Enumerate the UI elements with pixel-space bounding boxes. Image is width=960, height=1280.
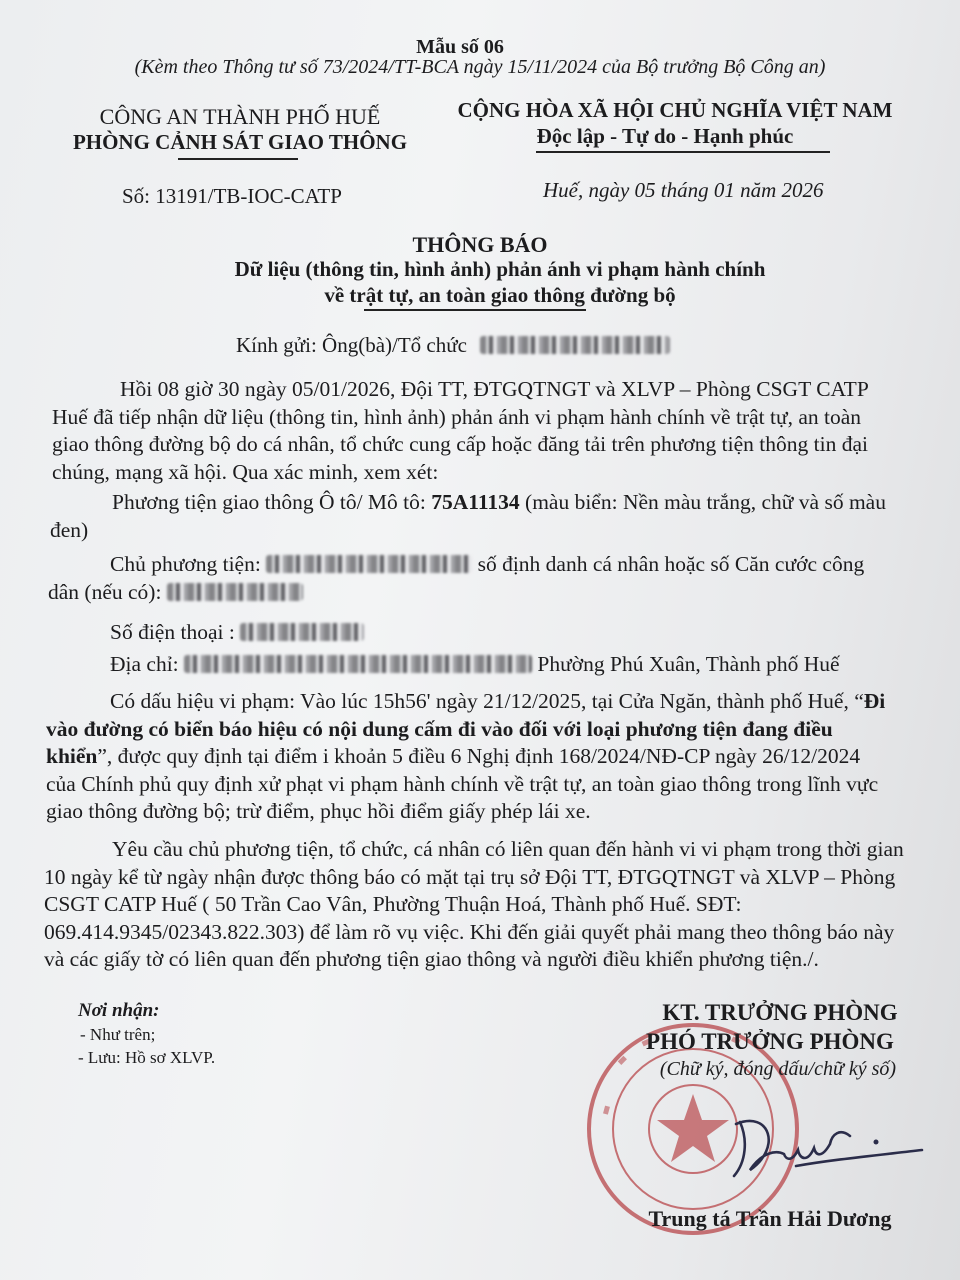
address-line <box>110 652 840 677</box>
recipients-label: Nơi nhận: <box>78 1000 160 1021</box>
document-subtitle-1: Dữ liệu (thông tin, hình ảnh) phản ánh vi phạm hành chính <box>234 257 766 281</box>
violation-description: Đi vào đường có biển báo hiệu có nội dung cấm đi vào đối với loại phương tiện đang điều khiển <box>46 689 886 768</box>
redacted-recipient <box>480 336 670 354</box>
agency-underline <box>178 158 298 160</box>
redacted-owner-name <box>266 555 472 573</box>
owner-id-label: số định danh cá nhân hoặc số Căn cước công dân (nếu có): <box>48 552 865 604</box>
redacted-address <box>184 655 532 673</box>
license-plate: 75A11134 <box>431 490 520 514</box>
phone-line <box>110 620 364 645</box>
title-underline <box>364 309 586 311</box>
redacted-phone <box>240 623 364 641</box>
recipient-item-2: - Lưu: Hồ sơ XLVP. <box>78 1048 216 1067</box>
intake-paragraph: Hồi 08 giờ 30 ngày 05/01/2026, Đội TT, ĐTGQTNGT và XLVP – Phòng CSGT CATP Huế đã tiếp nhận dữ liệu (thông tin, hình ảnh) phản ánh vi phạm hành chính về trật tự, an toàn giao thông đường bộ do cá nhân, tổ chức cung cấp hoặc đăng tải trên phương tiện thông tin đại chúng, mạng xã hội. Qua xác minh, xem xét: <box>52 377 868 484</box>
signer-name: Trung tá Trần Hải Dương <box>648 1206 892 1231</box>
vehicle-paragraph <box>50 489 886 544</box>
vehicle-suffix: (màu biển: Nền màu trắng, chữ và số màu đen) <box>50 490 886 542</box>
signature-title-1: KT. TRƯỞNG PHÒNG <box>662 1000 898 1025</box>
recipient-label: Kính gửi: Ông(bà)/Tổ chức <box>236 333 467 357</box>
place-date: Huế, ngày 05 tháng 01 năm 2026 <box>543 178 824 202</box>
form-number: Mẫu số 06 <box>416 36 504 58</box>
agency-parent: CÔNG AN THÀNH PHỐ HUẾ <box>99 104 381 129</box>
request-paragraph: Yêu cầu chủ phương tiện, tổ chức, cá nhân có liên quan đến hành vi vi phạm trong thời gian 10 ngày kể từ ngày nhận được thông báo có mặt tại trụ sở Đội TT, ĐTGQTNGT và XLVP – Phòng CSGT CATP Huế ( 50 Trần Cao Vân, Phường Thuận Hoá, Thành phố Huế. SĐT: 069.414.9345/02343.822.303) để làm rõ vụ việc. Khi đến giải quyết phải mang theo thông báo này và các giấy tờ có liên quan đến phương tiện giao thông và người điều khiển phương tiện./. <box>44 837 904 971</box>
violation-intro: Có dấu hiệu vi phạm: Vào lúc 15h56' ngày 21/12/2025, tại Cửa Ngăn, thành phố Huế, “ <box>110 689 864 713</box>
agency-name: PHÒNG CẢNH SÁT GIAO THÔNG <box>72 130 408 154</box>
recipient-line <box>236 333 670 358</box>
document-title: THÔNG BÁO <box>412 232 548 257</box>
recipient-item-1: - Như trên; <box>80 1025 156 1044</box>
document-number: Số: 13191/TB-IOC-CATP <box>122 184 342 208</box>
violation-paragraph <box>46 688 892 826</box>
motto-underline <box>536 151 830 153</box>
handwritten-signature <box>700 1100 930 1190</box>
violation-legal-basis: ”, được quy định tại điểm i khoản 5 điều 6 Nghị định 168/2024/NĐ-CP ngày 26/12/2024 của Chính phủ quy định xử phạt vi phạm hành chính về trật tự, an toàn giao thông trong lĩnh vực giao thông đường bộ; trừ điểm, phục hồi điểm giấy phép lái xe. <box>46 744 879 823</box>
vehicle-prefix: Phương tiện giao thông Ô tô/ Mô tô: <box>112 490 426 514</box>
document-subtitle-2: về trật tự, an toàn giao thông đường bộ <box>324 283 676 307</box>
owner-paragraph <box>48 551 888 606</box>
redacted-owner-id <box>167 583 303 601</box>
signature-note: (Chữ ký, đóng dấu/chữ ký số) <box>659 1058 897 1080</box>
owner-label: Chủ phương tiện: <box>110 552 261 576</box>
phone-label: Số điện thoại : <box>110 620 235 644</box>
signature-title-2: PHÓ TRƯỞNG PHÒNG <box>646 1029 894 1054</box>
address-suffix: Phường Phú Xuân, Thành phố Huế <box>537 652 840 676</box>
motto: Độc lập - Tự do - Hạnh phúc <box>536 124 794 148</box>
attachment-note: (Kèm theo Thông tư số 73/2024/TT-BCA ngày 15/11/2024 của Bộ trưởng Bộ Công an) <box>134 56 826 78</box>
country-name: CỘNG HÒA XÃ HỘI CHỦ NGHĨA VIỆT NAM <box>457 98 893 122</box>
address-label: Địa chỉ: <box>110 652 179 676</box>
